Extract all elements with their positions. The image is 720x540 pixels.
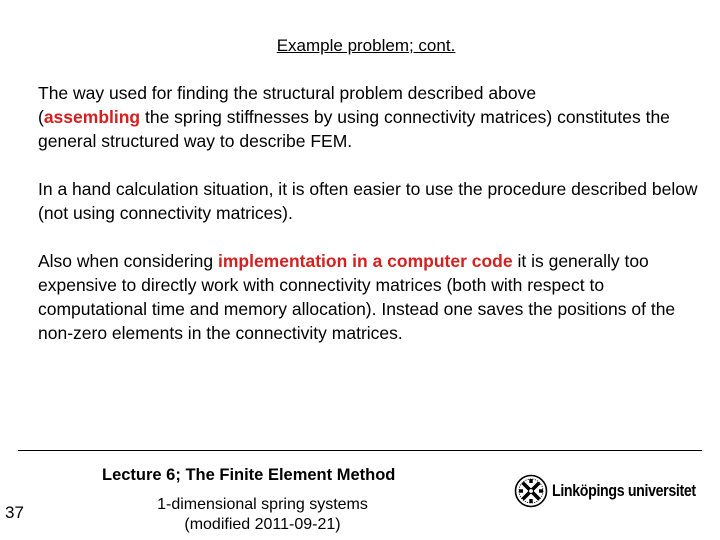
footer-subtitle-line2: (modified 2011-09-21) [184,516,341,533]
slide-title-text: Example problem; cont. [276,36,456,55]
paragraph-assembling-rest: the spring stiffnesses by using connectivity matrices) constitutes the general structured way to describe FEM. [38,107,670,151]
logo-text: Linköpings universitet [552,481,696,500]
paragraph-hand-calculation: In a hand calculation situation, it is often easier to use the procedure described below (not using connectivity matrices). [38,179,698,223]
paragraph-implementation [38,249,708,345]
footer-subtitle-line1: 1-dimensional spring systems [157,496,368,513]
university-logo [514,474,719,508]
footer-subtitle [130,495,395,535]
footer-divider [18,450,702,451]
paragraph-assembling-line1: The way used for finding the structural problem described above [38,83,537,103]
paragraph-implementation-after: it is generally too expensive to directly work with connectivity matrices (both with respect to computational time and memory allocation). Instead one saves the positions of the non-zero elements in the connectivity matrices. [38,251,676,343]
university-seal-icon [514,474,548,508]
paragraph-implementation-before: Also when considering [38,251,218,271]
highlight-assembling: assembling [43,107,141,127]
paragraph-assembling [38,81,708,153]
footer-lecture-title: Lecture 6; The Finite Element Method [102,466,396,484]
page-number: 37 [5,503,24,522]
open-paren: ( [38,107,44,127]
highlight-implementation: implementation in a computer code [217,251,513,271]
slide-title [0,36,720,56]
